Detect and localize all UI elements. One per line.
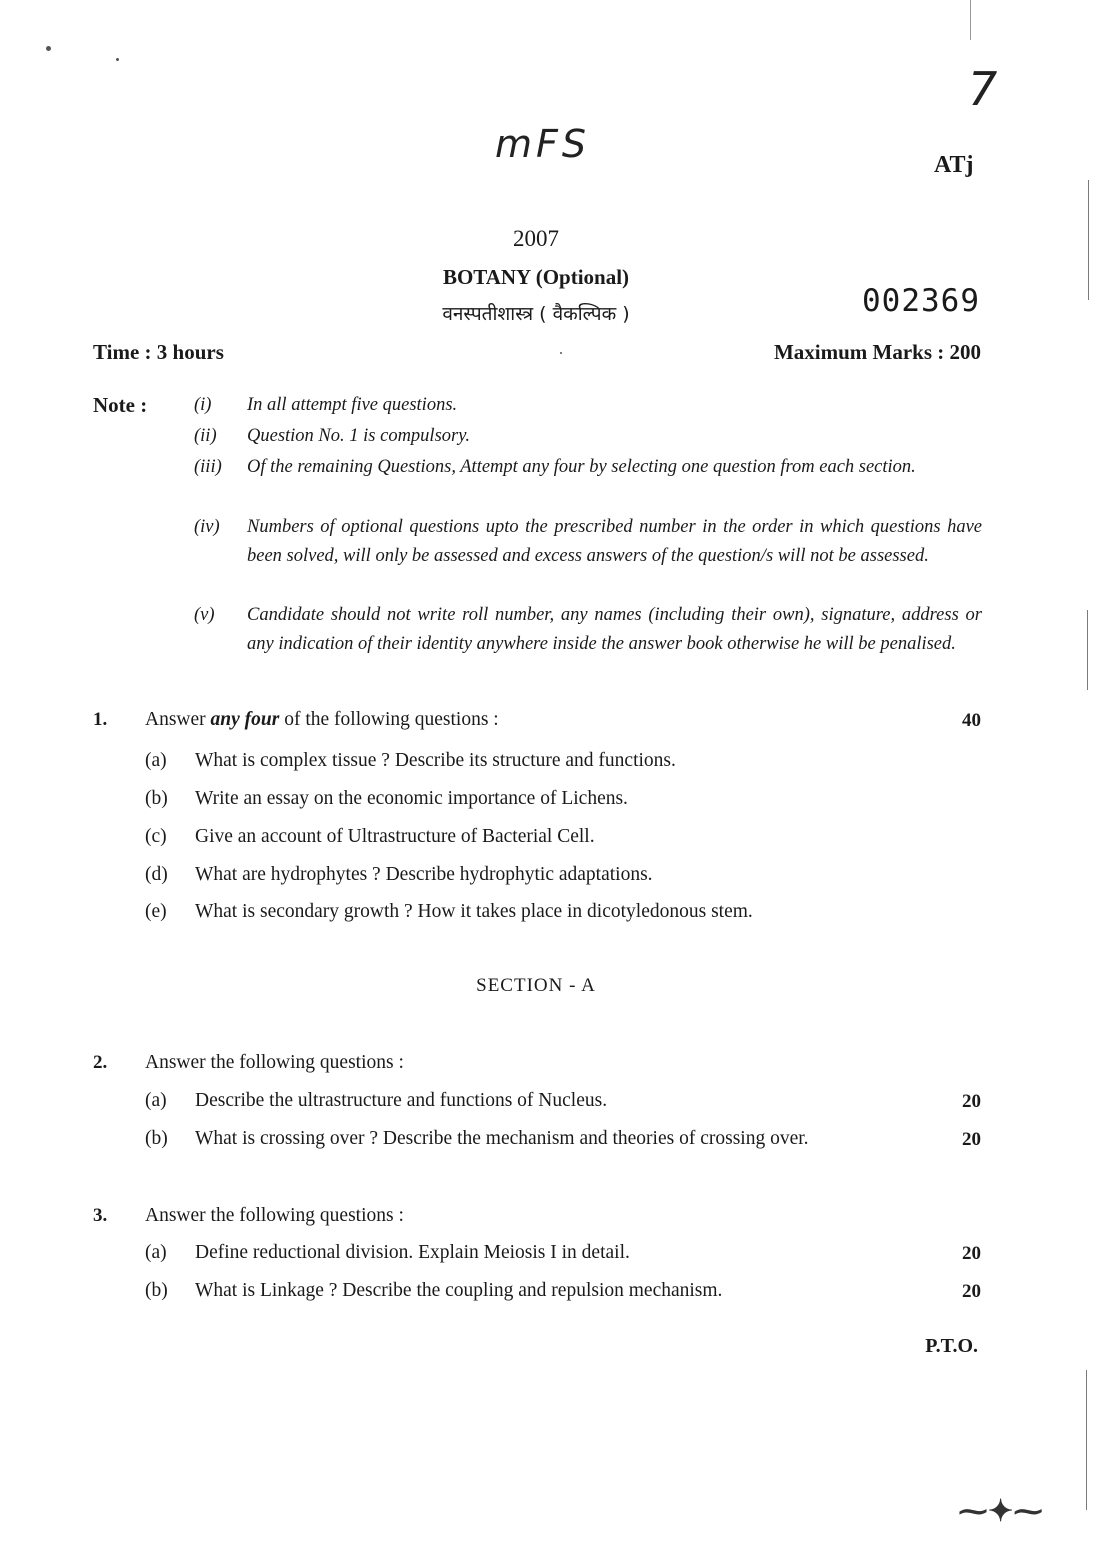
question-marks: 40 [962,710,981,731]
handwritten-page-number: 7 [968,62,998,116]
sub-question-letter: (a) [145,1242,167,1263]
sub-question-letter: (a) [145,750,167,771]
question-heading: Answer the following questions : [145,1052,404,1073]
sub-question-letter: (d) [145,864,168,885]
sub-question-text: Write an essay on the economic importance of Lichens. [195,788,628,809]
sub-question-text: Give an account of Ultrastructure of Bacterial Cell. [195,826,595,847]
maximum-marks: Maximum Marks : 200 [773,340,981,364]
sub-question-text: Define reductional division. Explain Meiosis I in detail. [195,1242,630,1263]
subject-title-hindi: वनस्पतीशास्त्र ( वैकल्पिक ) [442,303,630,325]
scan-edge-line [1087,610,1088,690]
question-heading-emphasis: any four [210,709,280,730]
sub-question-text: What is complex tissue ? Describe its structure and functions. [195,750,676,771]
sub-question-text: What is crossing over ? Describe the mechanism and theories of crossing over. [195,1128,809,1149]
question-heading: Answer the following questions : [145,1205,404,1226]
sub-question-marks: 20 [962,1243,981,1264]
scan-speck [560,352,562,354]
sub-question-marks: 20 [962,1091,981,1112]
sub-question-marks: 20 [962,1281,981,1302]
sub-question-letter: (e) [145,901,167,922]
question-number: 2. [93,1052,108,1073]
serial-number: 002369 [862,283,980,319]
paper-code: ATj [934,152,974,178]
note-item-text: Of the remaining Questions, Attempt any four by selecting one question from each section. [247,457,916,477]
time-allowed: Time : 3 hours [93,340,224,364]
sub-question-text: What is Linkage ? Describe the coupling and repulsion mechanism. [195,1280,723,1301]
subject-title: BOTANY (Optional) [442,265,630,289]
sub-question-letter: (b) [145,1280,168,1301]
scan-edge-line [1086,1370,1087,1510]
question-heading [145,709,499,731]
sub-question-text: What is secondary growth ? How it takes place in dicotyledonous stem. [195,901,753,922]
sub-question-text: Describe the ultrastructure and functions of Nucleus. [195,1090,608,1111]
note-item-number: (iv) [194,517,220,537]
question-heading-prefix: Answer [145,709,206,730]
exam-year: 2007 [513,226,559,251]
note-item-number: (i) [194,395,212,415]
question-number: 3. [93,1205,108,1226]
note-item-number: (ii) [194,426,217,446]
note-item-text: Candidate should not write roll number, any names (including their own), signature, address or any indication of their identity anywhere inside the answer book otherwise he will be penalised. [247,605,982,654]
section-heading: SECTION - A [476,975,596,996]
note-item-text: In all attempt five questions. [247,395,458,415]
note-item-number: (v) [194,605,215,625]
question-heading-suffix: of the following questions : [284,709,499,730]
note-label: Note : [93,393,148,417]
please-turn-over: P.T.O. [925,1335,978,1357]
sub-question-letter: (c) [145,826,167,847]
note-item-text: Question No. 1 is compulsory. [247,426,471,446]
scan-smudge-icon: ⁓✦⁓ [958,1495,1044,1528]
sub-question-letter: (b) [145,1128,168,1149]
sub-question-letter: (a) [145,1090,167,1111]
handwritten-mark: mFS [495,122,590,166]
scan-edge-line [970,0,971,40]
scan-edge-line [1088,180,1089,300]
sub-question-letter: (b) [145,788,168,809]
sub-question-text: What are hydrophytes ? Describe hydrophytic adaptations. [195,864,653,885]
sub-question-marks: 20 [962,1129,981,1150]
question-number: 1. [93,709,108,730]
scan-speck [116,58,119,61]
note-item-text: Numbers of optional questions upto the prescribed number in the order in which questions have been solved, will only be assessed and excess answers of the question/s will not be assessed. [247,517,982,566]
scan-speck [46,46,51,51]
note-item-number: (iii) [194,457,222,477]
